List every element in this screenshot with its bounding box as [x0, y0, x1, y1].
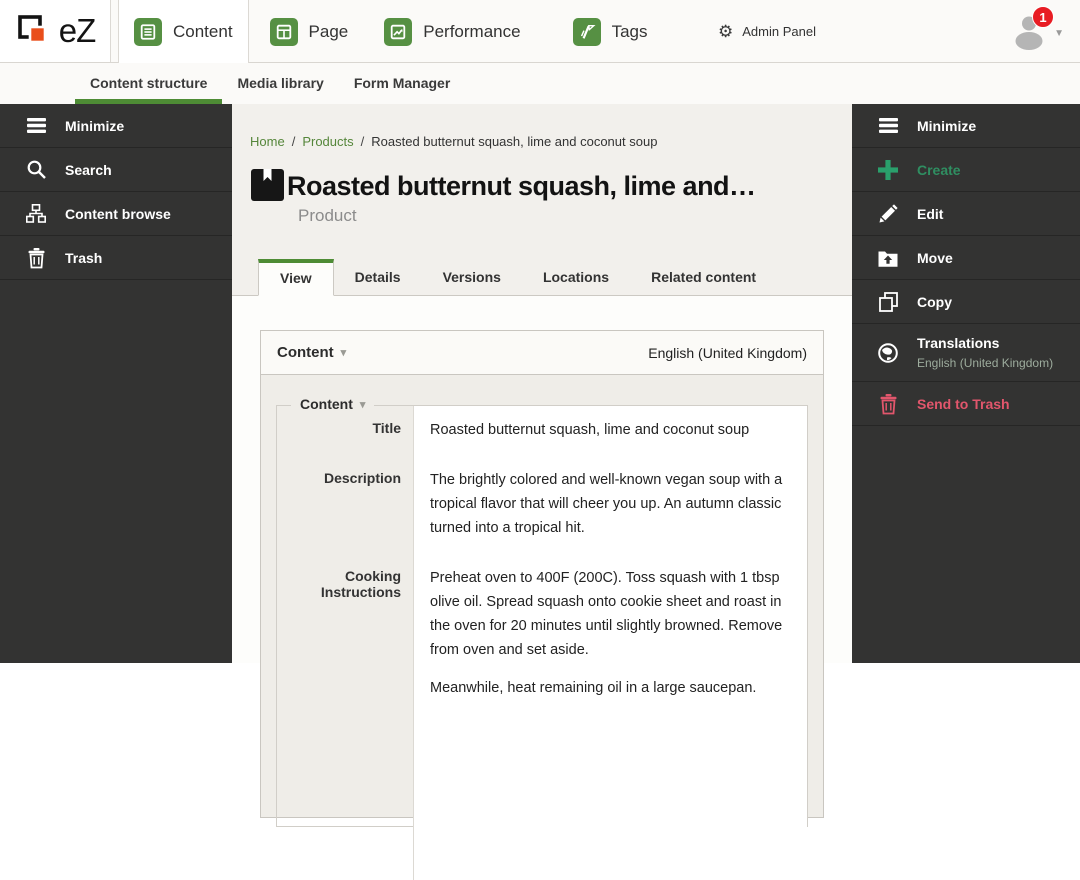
breadcrumb-home[interactable]: Home [250, 134, 285, 149]
minimize-icon [875, 118, 901, 133]
admin-panel-link[interactable] [718, 0, 816, 62]
field-row-filler [277, 714, 807, 880]
trash-icon [875, 394, 901, 414]
page-icon [270, 18, 298, 46]
tab-label: Related content [651, 269, 757, 285]
globe-icon [875, 343, 901, 363]
left-sidebar-search[interactable] [0, 148, 232, 192]
subnav-label: Media library [237, 75, 324, 91]
field-row-title [277, 406, 807, 456]
right-sidebar-create[interactable] [852, 148, 1080, 192]
move-folder-icon [875, 249, 901, 267]
tab-details[interactable] [334, 259, 422, 296]
subnav-media-library[interactable] [222, 62, 338, 104]
sidebar-item-label: Create [917, 161, 961, 178]
field-label: Title [372, 420, 401, 436]
sidebar-item-label: Trash [65, 249, 103, 266]
field-value [413, 406, 807, 456]
ez-logo-icon [15, 11, 55, 51]
ez-logo-text: eZ [58, 12, 96, 49]
field-row-description [277, 456, 807, 554]
sub-navigation [0, 62, 1080, 104]
page-title-row [250, 167, 756, 205]
tab-label: Versions [442, 269, 501, 285]
subnav-form-manager[interactable] [339, 62, 465, 104]
subnav-label: Content structure [90, 75, 208, 91]
sidebar-item-sublabel: English (United Kingdom) [917, 356, 1054, 370]
top-tab-label: Tags [611, 21, 648, 41]
sidebar-item-label: Move [917, 249, 953, 266]
sidebar-item-label: Edit [917, 205, 944, 222]
performance-icon [384, 18, 412, 46]
top-tab-label: Content [173, 21, 233, 41]
sidebar-item-label: Copy [917, 293, 952, 310]
sidebar-item-label: Minimize [917, 117, 977, 134]
chevron-down-icon: ▼ [1054, 28, 1064, 39]
tab-label: View [280, 270, 312, 286]
sidebar-item-label: Content browse [65, 205, 171, 222]
left-sidebar [0, 104, 232, 663]
gear-icon: ⚙ [718, 21, 734, 41]
top-tab-label: Performance [423, 21, 521, 41]
content-preview-panel [260, 330, 824, 818]
plus-icon [875, 160, 901, 180]
left-sidebar-trash[interactable] [0, 236, 232, 280]
field-label: Cooking Instructions [320, 568, 401, 600]
tab-versions[interactable] [422, 259, 522, 296]
search-icon [23, 160, 49, 179]
ez-logo[interactable] [0, 0, 111, 62]
copy-icon [875, 292, 901, 312]
left-sidebar-content-browse[interactable] [0, 192, 232, 236]
tab-label: Locations [542, 269, 610, 285]
field-value [413, 554, 807, 714]
top-bar [0, 0, 1080, 63]
top-tab-performance[interactable] [369, 0, 535, 63]
sidebar-item-text [917, 335, 1053, 370]
sidebar-item-label: Minimize [65, 117, 125, 134]
top-tab-page[interactable] [255, 0, 364, 63]
sidebar-item-label: Send to Trash [917, 395, 1010, 412]
user-menu[interactable] [1006, 10, 1064, 56]
breadcrumb-current: Roasted butternut squash, lime and coconut soup [371, 134, 658, 149]
right-sidebar-move[interactable] [852, 236, 1080, 280]
panel-body [261, 375, 823, 817]
field-row-cooking-instructions [277, 554, 807, 714]
breadcrumb [250, 134, 657, 149]
tab-locations[interactable] [522, 259, 630, 296]
breadcrumb-separator: / [291, 134, 296, 149]
sidebar-item-label: Translations [917, 335, 1000, 351]
tab-related-content[interactable] [630, 259, 777, 296]
right-sidebar-copy[interactable] [852, 280, 1080, 324]
product-box-icon [250, 167, 285, 202]
field-label: Description [323, 470, 401, 486]
left-sidebar-minimize[interactable] [0, 104, 232, 148]
admin-panel-label: Admin Panel [742, 23, 816, 39]
top-tab-tags[interactable] [558, 0, 663, 63]
field-value-text: The brightly colored and well-known vegan soup with a tropical flavor that will cheer you up. An autumn classic turned into a tropical hit. [430, 472, 783, 536]
top-navigation [118, 0, 663, 63]
tab-view[interactable] [258, 259, 334, 296]
notification-badge[interactable]: 1 [1032, 6, 1054, 28]
field-value-text: Meanwhile, heat remaining oil in a large saucepan. [430, 680, 757, 696]
breadcrumb-separator: / [360, 134, 365, 149]
right-sidebar-edit[interactable] [852, 192, 1080, 236]
right-sidebar [852, 104, 1080, 663]
sidebar-item-label: Search [65, 161, 112, 178]
content-header [232, 104, 852, 296]
subnav-content-structure[interactable] [75, 62, 222, 104]
field-value [413, 456, 807, 554]
main-content [232, 104, 852, 696]
minimize-icon [23, 118, 49, 133]
panel-language: English (United Kingdom) [648, 344, 807, 361]
pencil-icon [875, 204, 901, 224]
content-icon [134, 18, 162, 46]
panel-title-dropdown[interactable]: Content ▾ [277, 344, 346, 361]
page-title: Roasted butternut squash, lime and… [287, 171, 756, 201]
field-group-legend[interactable]: Content ▾ [291, 396, 374, 412]
field-group [276, 396, 808, 827]
panel-header [261, 331, 823, 375]
tags-icon [573, 18, 601, 46]
breadcrumb-products[interactable]: Products [302, 134, 354, 149]
content-browse-icon [23, 204, 49, 223]
subnav-label: Form Manager [353, 75, 451, 91]
content-type-label: Product [298, 206, 357, 225]
field-value-text: Roasted butternut squash, lime and coconut soup [430, 422, 750, 438]
field-value-empty [413, 714, 807, 880]
right-sidebar-translations[interactable] [852, 324, 1080, 382]
right-sidebar-minimize[interactable] [852, 104, 1080, 148]
trash-icon [23, 248, 49, 268]
field-label-empty [277, 714, 413, 880]
right-sidebar-send-to-trash[interactable] [852, 382, 1080, 426]
tab-label: Details [354, 269, 401, 285]
content-tabs [258, 259, 777, 296]
top-tab-label: Page [308, 21, 349, 41]
field-value-text: Preheat oven to 400F (200C). Toss squash with 1 tbsp olive oil. Spread squash onto cookie sheet and roast in the oven for 20 minutes until slightly browned. Remove from oven and set aside. [430, 570, 783, 658]
top-tab-content[interactable] [118, 0, 249, 63]
